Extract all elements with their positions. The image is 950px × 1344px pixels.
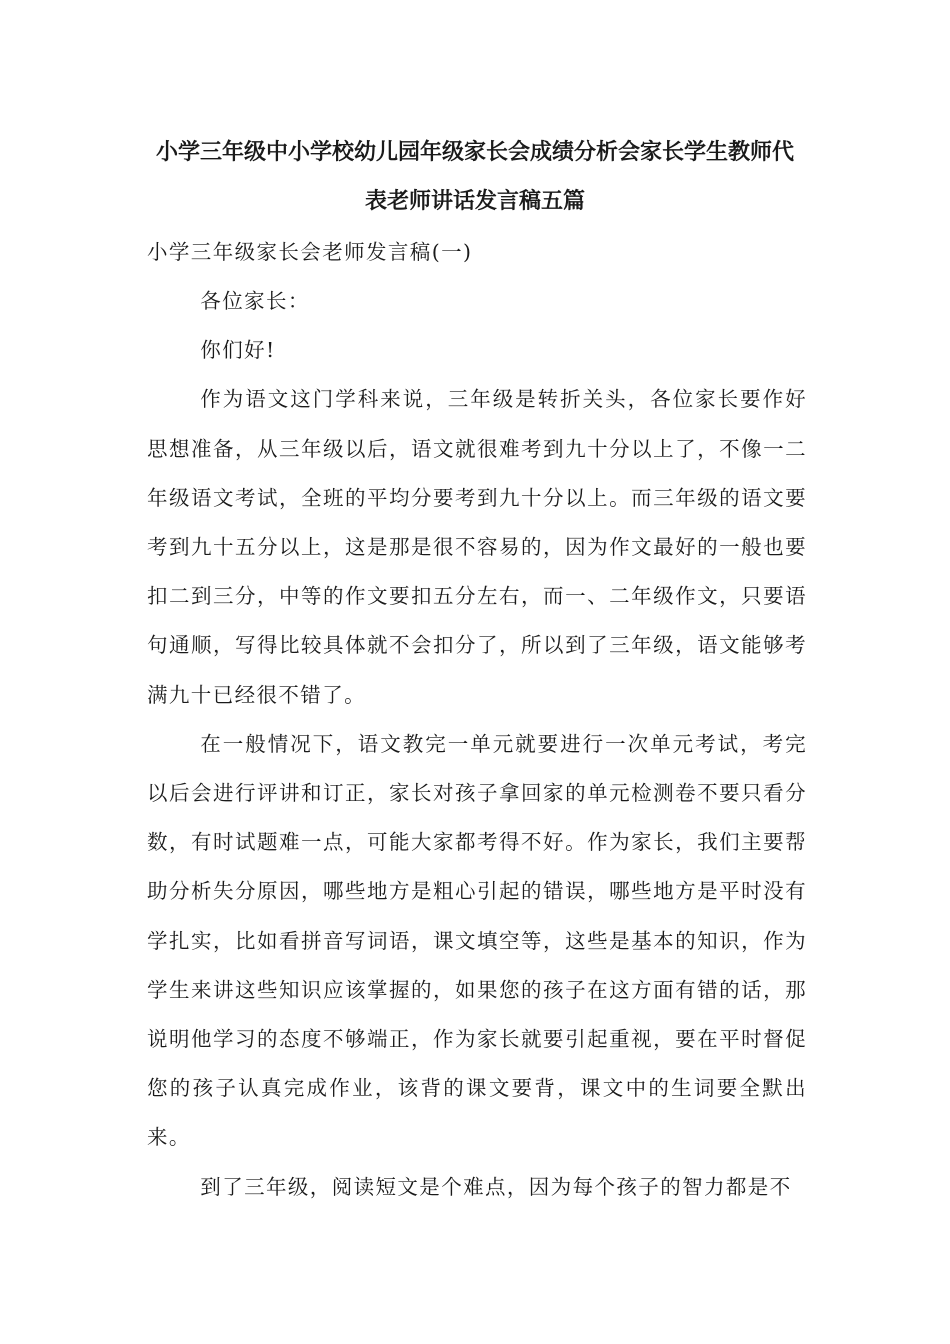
- section-subtitle: 小学三年级家长会老师发言稿(一): [147, 240, 473, 264]
- title-line-1: 小学三年级中小学校幼儿园年级家长会成绩分析会家长学生教师代: [155, 140, 794, 165]
- paragraph-grade-transition: 作为语文这门学科来说，三年级是转折关头，各位家长要作好思想准备，从三年级以后，语文就很难考到九十分以上了，不像一二年级语文考试，全班的平均分要考到九十分以上。而三年级的语文要考到九十五分以上，这是那是很不容易的，因为作文最好的一般也要扣二到三分，中等的作文要扣五分左右，而一、二年级作文，只要语句通顺，写得比较具体就不会扣分了，所以到了三年级，语文能够考满九十已经很不错了。: [147, 387, 807, 707]
- paragraph-unit-tests: 在一般情况下，语文教完一单元就要进行一次单元考试，考完以后会进行评讲和订正，家长对孩子拿回家的单元检测卷不要只看分数，有时试题难一点，可能大家都考得不好。作为家长，我们主要帮助分析失分原因，哪些地方是粗心引起的错误，哪些地方是平时没有学扎实，比如看拼音写词语，课文填空等，这些是基本的知识，作为学生来讲这些知识应该掌握的，如果您的孩子在这方面有错的话，那说明他学习的态度不够端正，作为家长就要引起重视，要在平时督促您的孩子认真完成作业，该背的课文要背，课文中的生词要全默出来。: [147, 731, 807, 1150]
- paragraph-hello: 你们好!: [200, 338, 276, 363]
- paragraph-reading: 到了三年级，阅读短文是个难点，因为每个孩子的智力都是不: [200, 1174, 792, 1199]
- paragraph-greeting: 各位家长：: [200, 289, 310, 313]
- title-line-2: 表老师讲话发言稿五篇: [364, 189, 585, 214]
- document-body: [147, 277, 807, 1212]
- document-title: [130, 128, 820, 226]
